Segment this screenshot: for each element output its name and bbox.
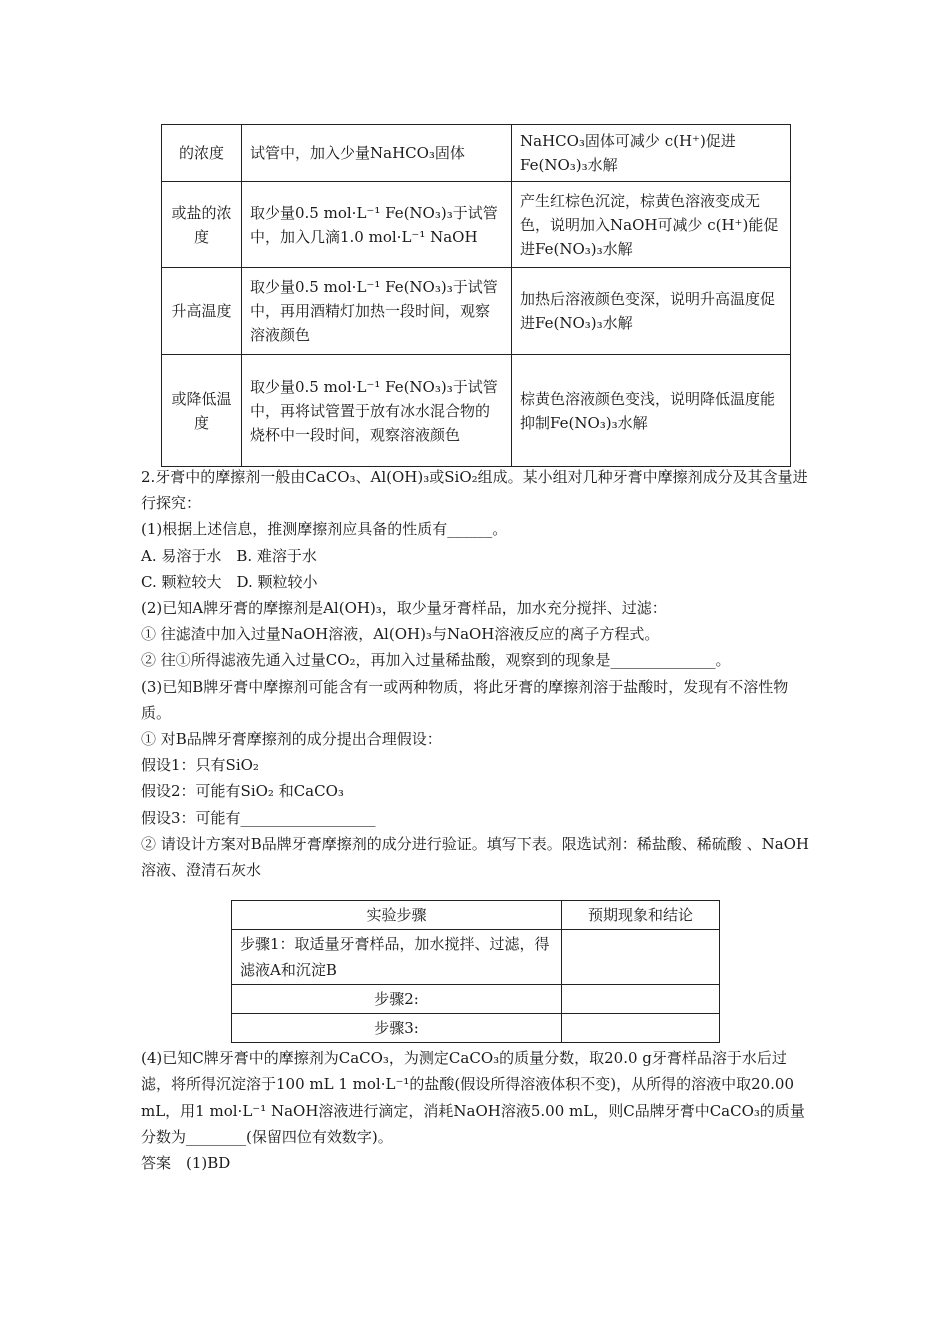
table-cell: 取少量0.5 mol·L⁻¹ Fe(NO₃)₃于试管中，再将试管置于放有冰水混合物的烧杯中一段时间，观察溶液颜色 <box>242 355 512 467</box>
table-cell: 试管中，加入少量NaHCO₃固体 <box>242 125 512 182</box>
table-cell: 的浓度 <box>162 125 242 182</box>
sub-question-2: (2)已知A牌牙膏的摩擦剂是Al(OH)₃，取少量牙膏样品，加水充分搅拌、过滤： <box>141 599 667 618</box>
table-cell <box>562 985 720 1014</box>
table-cell: 加热后溶液颜色变深，说明升高温度促进Fe(NO₃)₃水解 <box>512 268 791 355</box>
table-cell: 取少量0.5 mol·L⁻¹ Fe(NO₃)₃于试管中，再用酒精灯加热一段时间，观察溶液颜色 <box>242 268 512 355</box>
table-row <box>162 268 791 355</box>
table-row <box>162 182 791 268</box>
hypothesis-3: 假设3：可能有__________________ <box>141 808 376 827</box>
options-ab: A. 易溶于水 B. 难溶于水 <box>141 546 317 565</box>
table-row <box>162 125 791 182</box>
table-cell: NaHCO₃固体可减少 c(H⁺)促进Fe(NO₃)₃水解 <box>512 125 791 182</box>
sub-question-1: (1)根据上述信息，推测摩擦剂应具备的性质有______。 <box>141 520 508 539</box>
table-cell: 升高温度 <box>162 268 242 355</box>
table-row <box>232 985 720 1014</box>
answer-line: 答案 (1)BD <box>141 1154 231 1173</box>
table-cell: 产生红棕色沉淀，棕黄色溶液变成无色，说明加入NaOH可减少 c(H⁺)能促进Fe(NO₃)₃水解 <box>512 182 791 268</box>
table-cell: 取少量0.5 mol·L⁻¹ Fe(NO₃)₃于试管中，加入几滴1.0 mol·L⁻¹ NaOH <box>242 182 512 268</box>
options-cd: C. 颗粒较大 D. 颗粒较小 <box>141 572 318 591</box>
table-header-cell: 预期现象和结论 <box>562 901 720 930</box>
hypothesis-2: 假设2：可能有SiO₂ 和CaCO₃ <box>141 782 344 801</box>
question-intro: 2.牙膏中的摩擦剂一般由CaCO₃、Al(OH)₃或SiO₂组成。某小组对几种牙膏中摩擦剂成分及其含量进行探究： <box>141 468 808 513</box>
table-cell <box>562 930 720 985</box>
table-cell: 步骤2: <box>232 985 562 1014</box>
sub-question-3-1: ① 对B品牌牙膏摩擦剂的成分提出合理假设： <box>141 730 442 749</box>
sub-question-3-2: ② 请设计方案对B品牌牙膏摩擦剂的成分进行验证。填写下表。限选试剂：稀盐酸、稀硫酸 、NaOH溶液、澄清石灰水 <box>141 834 810 880</box>
table-header-cell: 实验步骤 <box>232 901 562 930</box>
sub-question-2-2: ② 往①所得滤液先通入过量CO₂，再加入过量稀盐酸，观察到的现象是______________。 <box>141 651 731 670</box>
experiment-table <box>231 900 720 1043</box>
question-body <box>141 464 813 1176</box>
table-cell: 步骤1：取适量牙膏样品，加水搅拌、过滤，得滤液A和沉淀B <box>232 930 562 985</box>
table-cell: 或盐的浓度 <box>162 182 242 268</box>
table-row <box>232 930 720 985</box>
table-cell: 棕黄色溶液颜色变浅，说明降低温度能抑制Fe(NO₃)₃水解 <box>512 355 791 467</box>
sub-question-2-1: ① 往滤渣中加入过量NaOH溶液，Al(OH)₃与NaOH溶液反应的离子方程式。 <box>141 625 660 644</box>
table-cell: 或降低温度 <box>162 355 242 467</box>
hydrolysis-table <box>161 124 791 467</box>
hypothesis-1: 假设1：只有SiO₂ <box>141 756 259 775</box>
table-row <box>162 355 791 467</box>
table-cell: 步骤3: <box>232 1014 562 1043</box>
table-header-row <box>232 901 720 930</box>
table-row <box>232 1014 720 1043</box>
sub-question-4: (4)已知C牌牙膏中的摩擦剂为CaCO₃，为测定CaCO₃的质量分数，取20.0 g牙膏样品溶于水后过滤，将所得沉淀溶于100 mL 1 mol·L⁻¹的盐酸(假设所得溶液体积不变)，从所得的溶液中取20.00 mL，用1 mol·L⁻¹ NaOH溶液进行滴定，消耗NaOH溶液5.00 mL，则C品牌牙膏中CaCO₃的质量分数为________(保留四位有效数字)。 <box>141 1049 805 1146</box>
sub-question-3: (3)已知B牌牙膏中摩擦剂可能含有一或两种物质，将此牙膏的摩擦剂溶于盐酸时，发现有不溶性物质。 <box>141 677 789 722</box>
table-cell <box>562 1014 720 1043</box>
